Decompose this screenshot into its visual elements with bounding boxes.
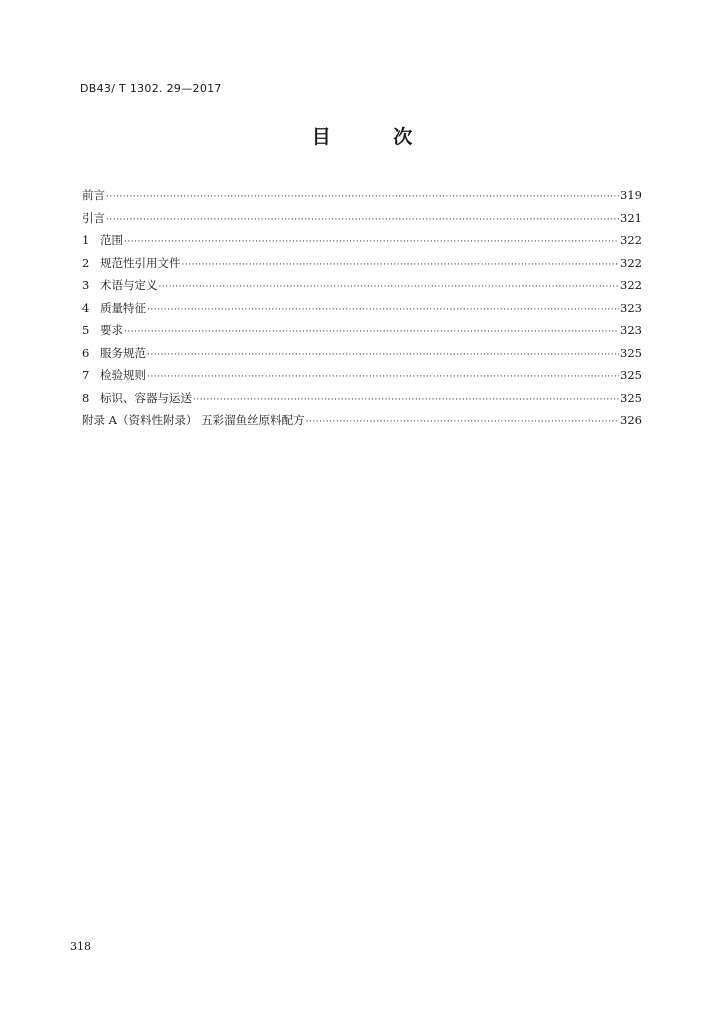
toc-entry-label: 4 质量特征 [82, 297, 146, 320]
toc-entry-label: 8 标识、容器与运送 [82, 387, 192, 410]
toc-entry[interactable] [82, 364, 642, 387]
toc-entry-page: 325 [620, 390, 642, 405]
toc-entry-page: 321 [620, 210, 642, 225]
toc-entry-page: 322 [620, 278, 642, 292]
toc-entry-page: 325 [620, 368, 642, 382]
toc-entry-page: 322 [620, 233, 642, 247]
toc-entry-label: 附录 A（资料性附录） 五彩溜鱼丝原料配方 [82, 413, 305, 427]
toc-leader-dots [147, 366, 619, 389]
toc-leader-dots [182, 254, 620, 277]
toc-leader-dots [306, 411, 619, 434]
page-number: 318 [70, 940, 91, 953]
toc-leader-dots [106, 209, 619, 232]
toc-leader-dots [124, 231, 619, 254]
toc-entry[interactable] [82, 252, 642, 275]
toc-entry-number: 7 [82, 368, 90, 382]
toc-leader-dots [124, 321, 619, 344]
toc-entry[interactable] [82, 297, 642, 320]
toc-entry[interactable] [82, 342, 642, 365]
toc-entry-page: 319 [620, 188, 642, 202]
toc-entry-label: 前言 [82, 188, 105, 202]
toc-entry-page: 323 [620, 300, 642, 315]
toc-entry-number: 4 [82, 300, 90, 315]
toc-leader-dots [106, 186, 619, 209]
toc-entry-number: 6 [82, 345, 90, 360]
page-title: 目 次 [311, 126, 441, 148]
toc-leader-dots [159, 276, 620, 299]
toc-entry[interactable] [82, 319, 642, 342]
toc-entry[interactable] [82, 409, 642, 432]
toc-entry-page: 325 [620, 345, 642, 360]
toc-leader-dots [193, 389, 619, 412]
toc-entry-label: 5 要求 [82, 319, 123, 342]
toc-entry-label: 7 检验规则 [82, 364, 146, 387]
toc-entry-number: 3 [82, 278, 90, 292]
toc-entry-label: 3 术语与定义 [82, 274, 158, 297]
toc-entry-number: 1 [82, 233, 90, 247]
toc-entry-number: 2 [82, 255, 90, 270]
toc-entry-label: 1 范围 [82, 229, 123, 252]
toc-entry-page: 323 [620, 323, 642, 337]
toc-entry[interactable] [82, 207, 642, 230]
toc-entry[interactable] [82, 184, 642, 207]
toc-entry-page: 326 [620, 413, 642, 427]
toc-entry-number: 8 [82, 390, 90, 405]
toc-leader-dots [147, 344, 619, 367]
toc-entry-label: 6 服务规范 [82, 342, 146, 365]
toc-entry-number: 5 [82, 323, 90, 337]
toc-entry-label: 2 规范性引用文件 [82, 252, 181, 275]
toc-entry[interactable] [82, 229, 642, 252]
toc-entry-page: 322 [620, 255, 642, 270]
toc-leader-dots [147, 299, 619, 322]
table-of-contents [82, 184, 642, 432]
toc-entry[interactable] [82, 274, 642, 297]
toc-entry[interactable] [82, 387, 642, 410]
standard-code: DB43/ T 1302. 29—2017 [80, 82, 222, 95]
toc-entry-label: 引言 [82, 210, 105, 225]
